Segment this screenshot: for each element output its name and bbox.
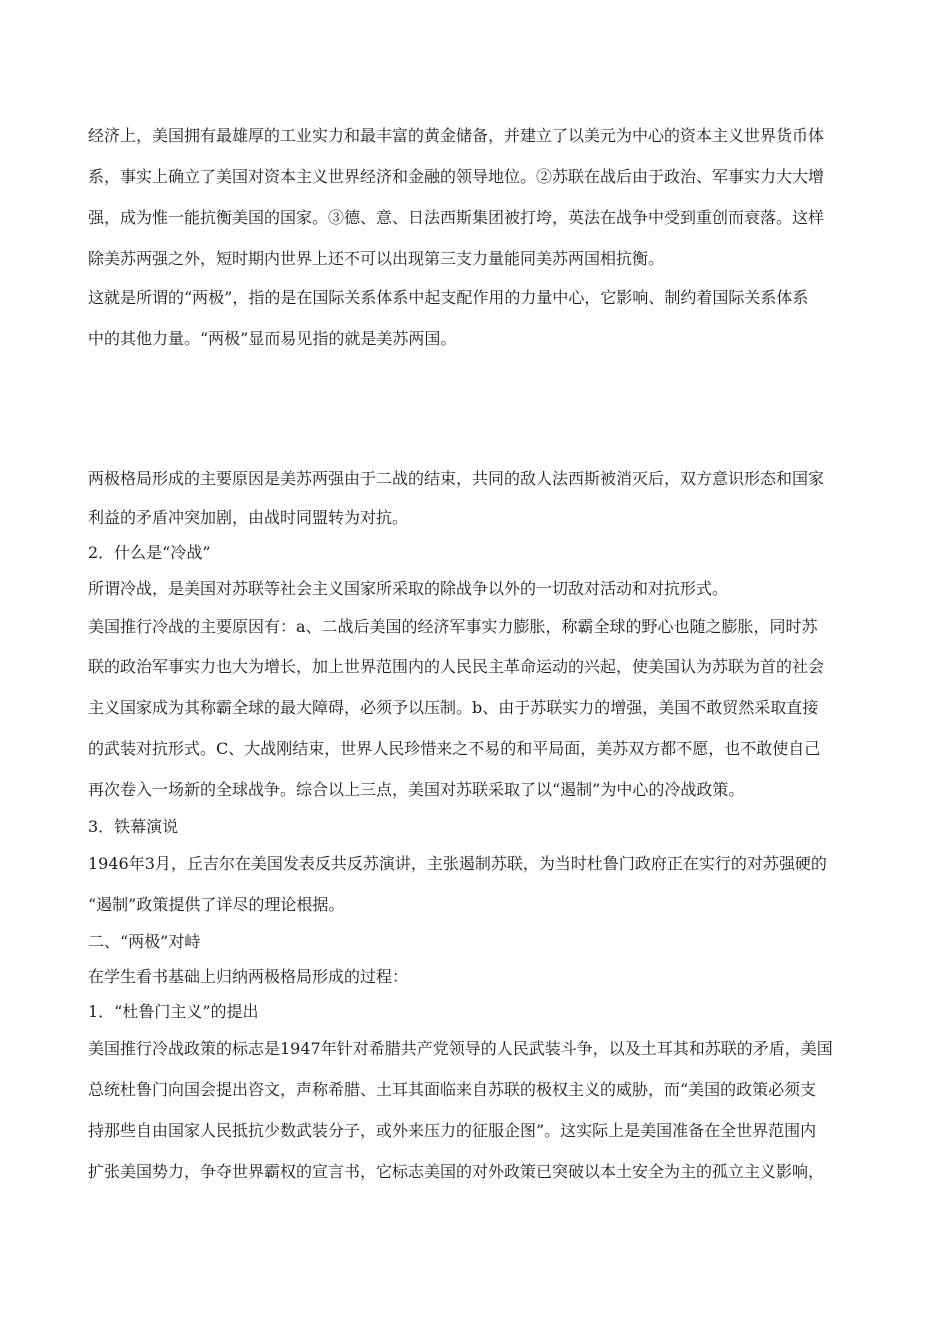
section-heading: 3．铁幕演说 xyxy=(88,817,179,836)
section-heading: 2．什么是“冷战” xyxy=(88,543,211,562)
section-heading: 1．“杜鲁门主义”的提出 xyxy=(88,1002,259,1021)
text-line: 这就是所谓的“两极”，指的是在国际关系体系中起支配作用的力量中心，它影响、制约着国际关系体系 xyxy=(88,288,809,307)
text-line: 再次卷入一场新的全球战争。综合以上三点，美国对苏联采取了以“遏制”为中心的冷战政策。 xyxy=(88,780,745,799)
section-heading: 二、“两极”对峙 xyxy=(88,932,201,951)
text-line: 总统杜鲁门向国会提出咨文，声称希腊、土耳其面临来自苏联的极权主义的威胁，而“美国的政策必须支 xyxy=(88,1080,817,1099)
text-line: 系，事实上确立了美国对资本主义世界经济和金融的领导地位。②苏联在战后由于政治、军事实力大大增 xyxy=(88,167,825,186)
text-line: 联的政治军事实力也大为增长，加上世界范围内的人民民主革命运动的兴起，使美国认为苏联为首的社会 xyxy=(88,657,825,676)
text-line: 中的其他力量。“两极”显而易见指的就是美苏两国。 xyxy=(88,329,457,348)
text-line: 美国推行冷战政策的标志是1947年针对希腊共产党领导的人民武装斗争，以及土耳其和苏联的矛盾，美国 xyxy=(88,1039,833,1058)
text-line: 持那些自由国家人民抵抗少数武装分子，或外来压力的征服企图”。这实际上是美国准备在全世界范围内 xyxy=(88,1121,817,1140)
text-line: “遏制”政策提供了详尽的理论根据。 xyxy=(88,895,345,914)
text-line: 1946年3月，丘吉尔在美国发表反共反苏演讲，主张遏制苏联，为当时杜鲁门政府正在实行的对苏强硬的 xyxy=(88,854,827,873)
text-line: 两极格局形成的主要原因是美苏两强由于二战的结束，共同的敌人法西斯被消灭后，双方意识形态和国家 xyxy=(88,469,825,488)
text-line: 扩张美国势力，争夺世界霸权的宣言书，它标志美国的对外政策已突破以本土安全为主的孤立主义影响， xyxy=(88,1162,825,1181)
text-line: 在学生看书基础上归纳两极格局形成的过程： xyxy=(88,967,409,986)
text-line: 美国推行冷战的主要原因有：a、二战后美国的经济军事实力膨胀，称霸全球的野心也随之膨胀，同时苏 xyxy=(88,617,818,636)
text-line: 除美苏两强之外，短时期内世界上还不可以出现第三支力量能同美苏两国相抗衡。 xyxy=(88,249,665,268)
text-line: 利益的矛盾冲突加剧，由战时同盟转为对抗。 xyxy=(88,508,409,527)
text-line: 的武装对抗形式。C、大战刚结束，世界人民珍惜来之不易的和平局面，美苏双方都不愿，也不敢使自己 xyxy=(88,739,821,758)
text-line: 经济上，美国拥有最雄厚的工业实力和最丰富的黄金储备，并建立了以美元为中心的资本主义世界货币体 xyxy=(88,126,825,145)
text-line: 所谓冷战，是美国对苏联等社会主义国家所采取的除战争以外的一切敌对活动和对抗形式。 xyxy=(88,579,729,598)
text-line: 强，成为惟一能抗衡美国的国家。③德、意、日法西斯集团被打垮，英法在战争中受到重创而衰落。这样 xyxy=(88,208,825,227)
text-line: 主义国家成为其称霸全球的最大障碍，必须予以压制。b、由于苏联实力的增强，美国不敢贸然采取直接 xyxy=(88,698,819,717)
